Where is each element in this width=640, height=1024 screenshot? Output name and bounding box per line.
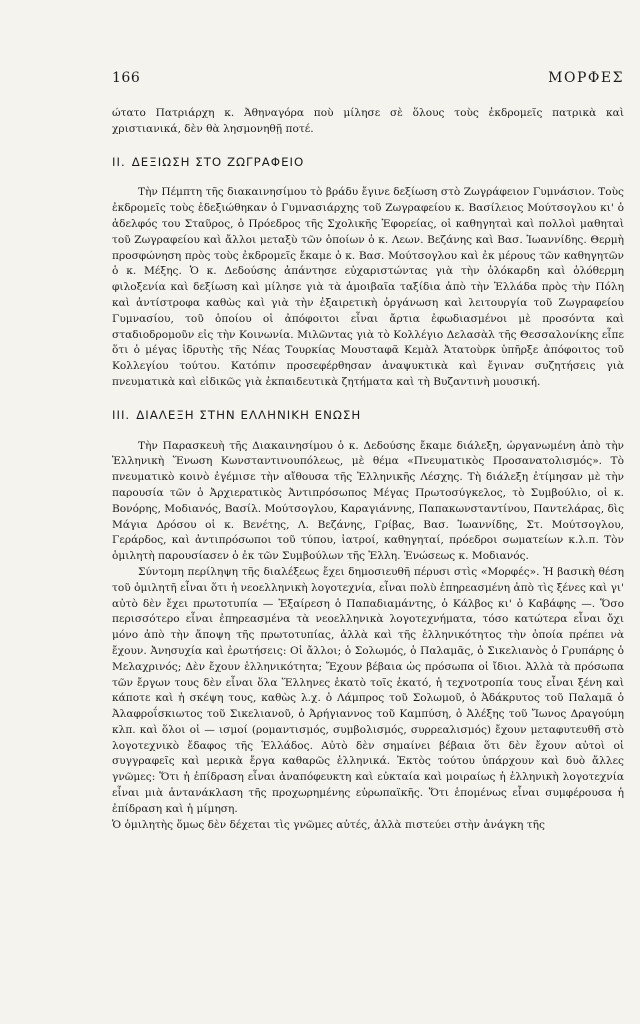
reception-paragraph: Τὴν Πέμπτη τῆς διακαινησίμου τὸ βράδυ ἔγινε δεξίωση στὸ Ζωγράφειον Γυμνάσιον. Τοὺς ἐκδρομεῖς τοὺς ἐδεξιώθηκαν ὁ Γυμνασιάρχης τοῦ Ζωγραφείου κ. Βασίλειος Μούτσογλου κι' ὁ ἀδελφός του Σταῦρος, ὁ Πρόεδρος τῆς Σχολικῆς Ἐφορείας, οἱ καθηγηταὶ καὶ πολλοὶ μαθηταὶ τοῦ Ζωγραφείου καὶ ἄλλοι μεταξὺ τῶν ὁποίων ὁ κ. Λεων. Βεζάνης καὶ Βασ. Ἰωαννίδης. Θερμὴ προσφώνηση πρὸς τοὺς ἐκδρομεῖς ἔκαμε ὁ κ. Βασ. Μούτσογλου καὶ ἐκ μέρους τῶν καθηγητῶν ὁ κ. Μέξης. Ὁ κ. Δεδούσης ἀπάντησε εὐχαριστώντας γιὰ τὴν ὁλόκαρδη καὶ ὁλόθερμη φιλοξενία καὶ δεξίωση καὶ μίλησε γιὰ τὰ ἀμοιβαῖα ταξίδια ἀπὸ τὴν Ἑλλάδα πρὸς τὴν Πόλη καὶ ἀντίστροφα καθὼς καὶ γιὰ τὴν ἐξαιρετικὴ ὀργάνωση καὶ λειτουργία τοῦ Ζωγραφείου Γυμνασίου, τοῦ ὁποίου οἱ ἀπόφοιτοι εἶναι ἄρτια ἐφωδιασμένοι μὲ προσόντα καὶ σταδιοδρομοῦν εἰς τὴν Κοινωνία. Μιλῶντας γιὰ τὸ Κολλέγιο Δελασὰλ τῆς Θεσσαλονίκης εἶπε ὅτι ὁ μέγας ἱδρυτὴς τῆς Νέας Τουρκίας Μουσταφᾶ Κεμὰλ Ἀτατοὺρκ ὑπῆρξε ἀπόφοιτος τοῦ Κολλεγίου τούτου. Κατόπιν προσεφέρθησαν ἀναψυκτικὰ καὶ ἔγιναν συζητήσεις γιὰ πνευματικὰ καὶ εἰδικῶς γιὰ ἐκπαιδευτικὰ ζητήματα καὶ τὴ Βυζαντινὴ μουσική. <box>112 186 624 388</box>
intro-paragraph: ώτατο Πατριάρχη κ. Ἀθηναγόρα ποὺ μίλησε σὲ ὅλους τοὺς ἐκδρομεῖς πατρικὰ καὶ χριστιανικά, δὲν θὰ λησμονηθῇ ποτέ. <box>112 107 624 135</box>
journal-title: ΜΟΡΦΕΣ <box>548 70 624 86</box>
section-heading-lecture <box>112 408 624 424</box>
section-title: ΔΕΞΙΩΣΗ ΣΤΟ ΖΩΓΡΑΦΕΙΟ <box>131 154 305 169</box>
lecture-paragraph-1: Τὴν Παρασκευὴ τῆς Διακαινησίμου ὁ κ. Δεδούσης ἔκαμε διάλεξη, ὠργανωμένη ἀπὸ τὴν Ἑλληνικὴ Ἕνωση Κωνσταντινουπόλεως, μὲ θέμα «Πνευματικὸς Προσανατολισμός». Τὸ πνευματικὸ κοινὸ ἐγέμισε τὴν αἴθουσα τῆς Ἑλληνικῆς Λέσχης. Τὴ διάλεξη ἐτίμησαν μὲ τὴν παρουσία τῶν ὁ Ἀρχιερατικὸς Ἀντιπρόσωπος Μέγας Πρωτοσύγκελος, τὸ Συμβούλιο, οἱ κ. Βονόρης, Μοδιανός, Βασίλ. Μούτσογλου, Καραγιάννης, Παπακωνσταντίνου, Παντελάρας, δὶς Μάγια Δρόσου οἱ κ. Βενέτης, Λ. Βεζάνης, Γρίβας, Βασ. Ἰωαννίδης, Στ. Μούτσογλου, Γεράρδος, καὶ ἀντιπρόσωποι τοῦ τύπου, ἰατροί, καθηγηταί, πρόεδροι σωματείων κ.λ.π. Τὸν ὁμιλητὴ παρουσίασεν ὁ ἐκ τῶν Συμβούλων τῆς Ἑλλη. Ἑνώσεως κ. Μοδιανός. <box>112 439 624 563</box>
page-number: 166 <box>112 70 141 86</box>
lecture-paragraph-3: Ὁ ὁμιλητὴς ὅμως δὲν δέχεται τὶς γνῶμες αὐτές, ἀλλὰ πιστεύει στὴν ἀνάγκη τῆς <box>112 818 545 831</box>
section-number: III. <box>112 407 131 422</box>
section-number: II. <box>112 154 126 169</box>
page-body <box>112 106 624 833</box>
section-heading-reception <box>112 155 624 171</box>
page-header <box>0 70 640 92</box>
lecture-paragraph-2: Σύντομη περίληψη τῆς διαλέξεως ἔχει δημοσιευθῆ πέρυσι στὶς «Μορφές». Ἡ βασικὴ θέση τοῦ ὁμιλητῆ εἶναι ὅτι ἡ νεοελληνικὴ λογοτεχνία, εἶναι πολὺ ἐπηρεασμένη ἀπὸ τὶς ξένες καὶ γι' αὐτὸ δὲν ἔχει πρωτοτυπία — Ἐξαίρεση ὁ Παπαδιαμάντης, ὁ Κάλβος κι' ὁ Καβάφης —. Ὅσο περισσότερο εἶναι ἐπηρεασμένα τὰ νεοελληνικὰ λογοτεχνήματα, τόσο κατώτερα εἶναι ὄχι μόνο ἀπὸ τὴν ἄποψη τῆς πρωτοτυπίας, ἀλλὰ καὶ τῆς ἑλληνικότητος τὴν ὁποία πρέπει νὰ ἔχουν. Ἀνησυχία καὶ ἐρωτήσεις: Οἱ ἄλλοι; ὁ Σολωμός, ὁ Παλαμᾶς, ὁ Σικελιανὸς ὁ Γρυπάρης ὁ Μελαχρινός; Δὲν ἔχουν ἑλληνικότητα; Ἔχουν βέβαια ὡς πρόσωπα οἱ ἴδιοι. Ἀλλὰ τὰ πρόσωπα τῶν ἔργων τους δὲν εἶναι ὅλα Ἕλληνες ἑκατὸ τοῖς ἑκατό, ἡ τεχνοτροπία τους εἶναι ξένη καὶ κάποτε καὶ ἡ σκέψη τους, καθὼς λ.χ. ὁ Λάμπρος τοῦ Σολωμοῦ, ὁ Ἀδάκρυτος τοῦ Παλαμᾶ ὁ Ἀλαφροΐσκιωτος τοῦ Σικελιανοῦ, ὁ Ἀρήγιαννος τοῦ Καμπύση, ὁ Ἀλέξης τοῦ Ἴωνος Δραγούμη κλπ. καὶ ὅλοι οἱ — ισμοί (ρομαντισμός, συμβολισμός, συρρεαλισμός) ἔχουν μεταφυτευθῆ στὸ λογοτεχνικὸ ἔδαφος τῆς Ἑλλάδος. Αὐτὸ δὲν σημαίνει βέβαια ὅτι δὲν ἔχουν αὐτοὶ οἱ συγγραφεῖς καὶ μερικὰ ἔργα καθαρῶς ἑλληνικά. Ἐκτὸς τούτου ὑπάρχουν καὶ δυὸ ἄλλες γνῶμες: Ὅτι ἡ ἐπίδραση εἶναι ἀναπόφευκτη καὶ εὐκταία καὶ μοιραίως ἡ ἑλληνικὴ λογοτεχνία εἶναι μιὰ ἀντανάκλαση τῆς προχωρημένης εὐρωπαϊκῆς. Ὅτι ἑπομένως εἶναι συμφέρουσα ἡ ἐπίδραση καὶ ἡ μίμηση. <box>112 565 624 815</box>
section-title: ΔΙΑΛΕΞΗ ΣΤΗΝ ΕΛΛΗΝΙΚΗ ΕΝΩΣΗ <box>136 407 362 422</box>
